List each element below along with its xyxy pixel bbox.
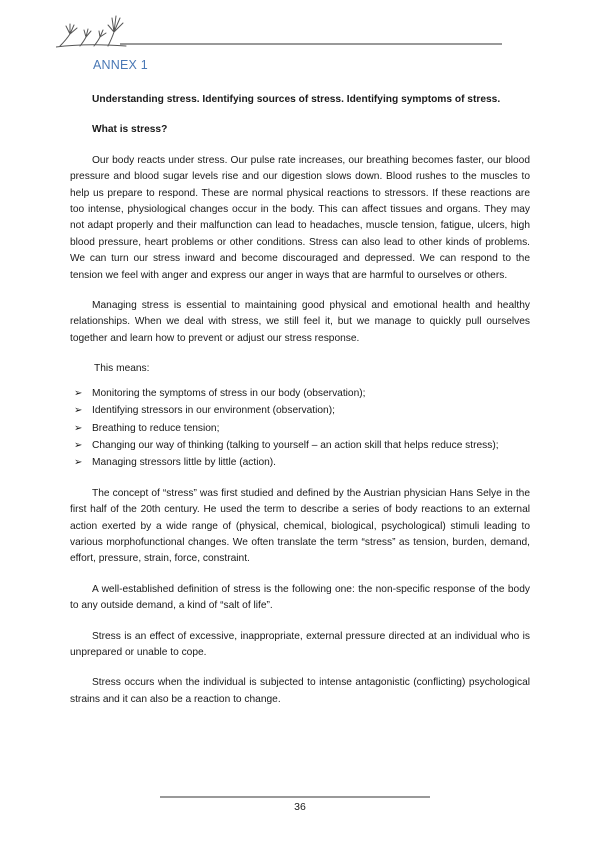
arrow-bullet-icon: ➢ xyxy=(74,387,83,399)
subtitle: Understanding stress. Identifying sources of stress. Identifying symptoms of stress. xyxy=(92,94,501,105)
page-number: 36 xyxy=(294,801,306,813)
paragraph: Stress occurs when the individual is subjected to intense antagonistic (conflicting) psychological strains and it can also be a reaction to change. xyxy=(70,677,530,705)
list-intro: This means: xyxy=(94,363,150,375)
question-heading: What is stress? xyxy=(92,124,168,136)
footer-rule xyxy=(160,796,430,798)
list-item: ➢ Breathing to reduce tension; xyxy=(70,421,530,437)
arrow-bullet-icon: ➢ xyxy=(74,405,83,417)
bullet-list xyxy=(70,386,530,472)
paragraph: Our body reacts under stress. Our pulse rate increases, our breathing becomes faster, our blood pressure and blood sugar levels rise and our digestion slows down. Blood rushes to the muscles to help us prepare to respond. These are normal physical reactions to stressors. If these reactions are too intense, physiological changes occur in the body. This can affect tissues and organs. They may not adapt properly and their malfunction can lead to headaches, muscle tension, fatigue, ulcers, high blood pressure, heart problems or other conditions. Stress can also lead to other kinds of problems. We can turn our stress inward and become discouraged and depressed. We can respond to the tension we feel with anger and express our anger in ways that are harmful to ourselves or others. xyxy=(70,154,530,281)
arrow-bullet-icon: ➢ xyxy=(74,457,83,469)
arrow-bullet-icon: ➢ xyxy=(74,439,83,451)
paragraph: Managing stress is essential to maintaining good physical and emotional health and healthy relationships. When we deal with stress, we still feel it, but we manage to quickly pull ourselves together and learn how to prevent or adjust our stress response. xyxy=(70,300,530,344)
list-item: ➢ Identifying stressors in our environment (observation); xyxy=(70,403,530,419)
list-item: ➢ Monitoring the symptoms of stress in our body (observation); xyxy=(70,386,530,402)
document-body xyxy=(70,92,530,722)
header-rule xyxy=(120,43,502,45)
list-item: ➢ Changing our way of thinking (talking to yourself – an action skill that helps reduce stress); xyxy=(70,438,530,454)
annex-title: ANNEX 1 xyxy=(93,58,148,72)
paragraph: Stress is an effect of excessive, inappropriate, external pressure directed at an individual who is unprepared or unable to cope. xyxy=(70,630,530,658)
paragraph: A well-established definition of stress is the following one: the non-specific response of the body to any outside demand, a kind of “salt of life”. xyxy=(70,583,530,612)
arrow-bullet-icon: ➢ xyxy=(74,422,83,434)
paragraph: The concept of “stress” was first studied and defined by the Austrian physician Hans Selye in the first half of the 20th century. He used the term to describe a series of body reactions to an external action exerted by a wide range of (physical, chemical, biological, psychological) stimuli leading to various morphofunctional changes. We often translate the term “stress” as tension, burden, demand, effort, pressure, strain, force, constraint. xyxy=(70,487,530,565)
list-item: ➢ Managing stressors little by little (action). xyxy=(70,455,530,471)
